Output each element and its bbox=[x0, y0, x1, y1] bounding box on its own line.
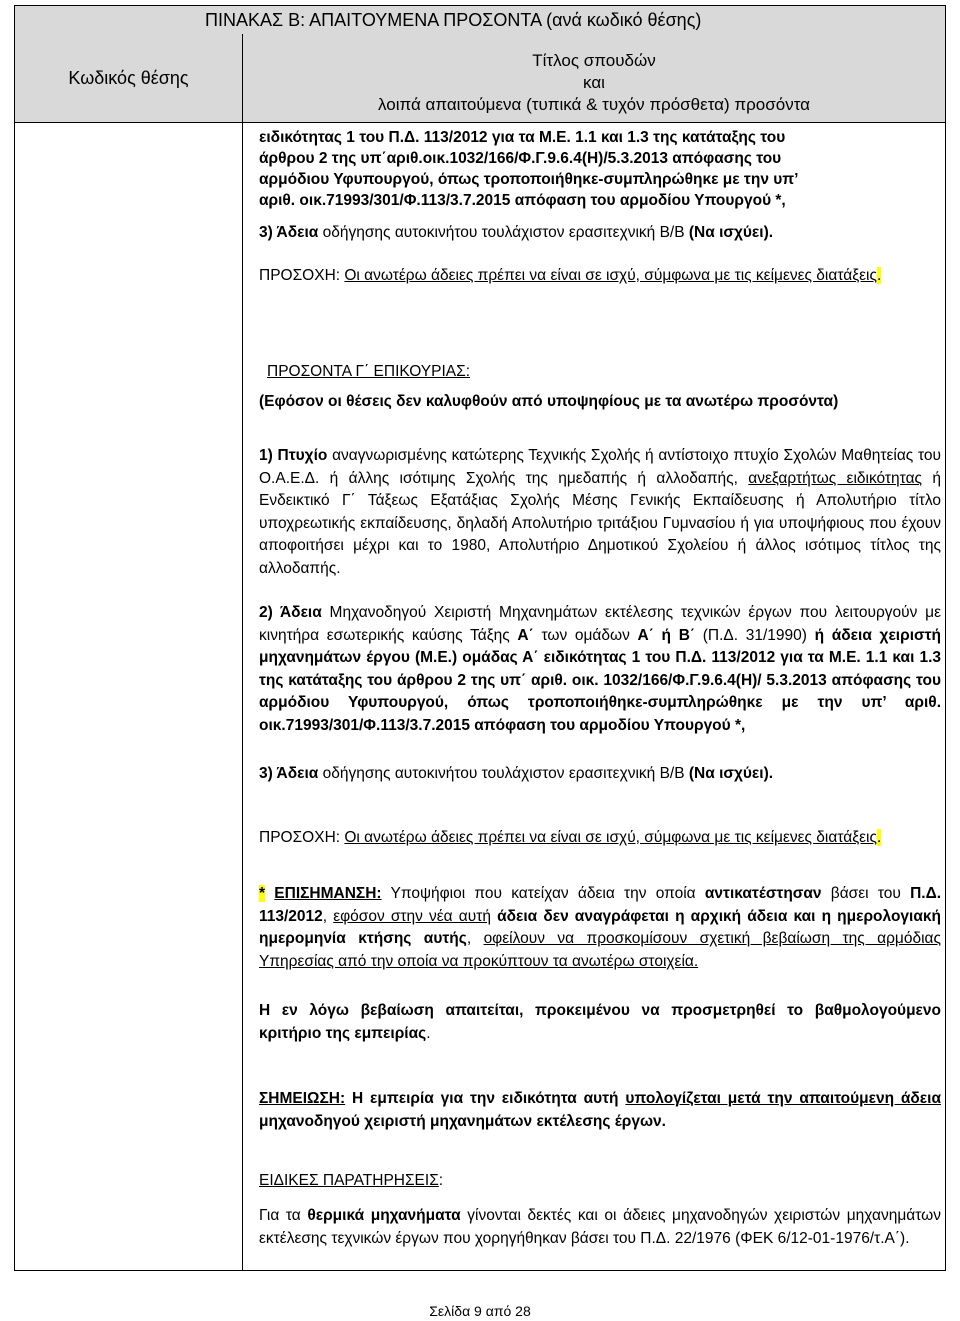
item-number: 2) Άδεια bbox=[259, 604, 322, 621]
continued-license-text bbox=[259, 127, 941, 211]
column-header-qualifications bbox=[243, 34, 945, 123]
attention-label: ΠΡΟΣΟΧΗ: bbox=[259, 829, 345, 846]
item-text: (Π.Δ. 31/1990) bbox=[695, 626, 815, 644]
column-header-line: και bbox=[583, 73, 605, 92]
item-emphasis: Α΄ ή Β΄ bbox=[637, 626, 696, 644]
text-line: άρθρου 2 της υπ΄αριθ.οικ.1032/166/Φ.Γ.9.6.4(Η)/5.3.2013 απόφασης του bbox=[259, 150, 782, 167]
section-heading-text: ΠΡΟΣΟΝΤΑ Γ΄ ΕΠΙΚΟΥΡΙΑΣ: bbox=[267, 363, 470, 380]
page-footer bbox=[0, 1303, 960, 1319]
special-remarks-heading bbox=[259, 1172, 941, 1190]
section-heading bbox=[259, 363, 941, 381]
item-emphasis: (Να ισχύει). bbox=[688, 765, 774, 782]
item-text: οδήγησης αυτοκινήτου τουλάχιστον ερασιτεχνική Β/Β bbox=[318, 224, 689, 241]
item-text: ή Ενδεικτικό Γ΄ Τάξεως Εξατάξιας Σχολής Μέσης Γενικής Εκπαίδευσης ή Απολυτήριο τίτλο υποχρεωτικής εκπαίδευσης, δηλαδή Απολυτήριο τριτάξιου Γυμνασίου ή για υποψήφιους που έχουν αποφοιτήσει μέχρι και το 1980, Απολυτήριο Δημοτικού Σχολείου ή άλλος ισότιμος τίτλος της αλλοδαπής. bbox=[259, 469, 941, 577]
attention-label: ΠΡΟΣΟΧΗ: bbox=[259, 267, 345, 284]
column-header-code bbox=[15, 34, 243, 123]
section-subheading bbox=[259, 391, 941, 413]
table-title-bar bbox=[15, 6, 945, 35]
item-number: 3) Άδεια bbox=[259, 224, 319, 241]
section-subheading-text: (Εφόσον οι θέσεις δεν καλυφθούν από υποψηφίους με τα ανωτέρω προσόντα) bbox=[259, 393, 839, 410]
text-line: αρμόδιου Υφυπουργού, όπως τροποποιήθηκε-συμπληρώθηκε με την υπ’ bbox=[259, 171, 799, 188]
notice-text: , bbox=[322, 907, 334, 925]
notice-text: Υποψήφιοι που κατείχαν άδεια την οποία bbox=[381, 885, 705, 902]
special-text: Για τα bbox=[259, 1207, 308, 1224]
special-text: γίνονται δεκτές και οι άδειες μηχανοδηγών χειριστών μηχανημάτων εκτέλεσης τεχνικών έργων που χορηγήθηκαν βάσει του Π.Δ. 22/1976 (ΦΕΚ 6/12-01-1976/τ.Α΄). bbox=[259, 1207, 941, 1247]
column-header-line: λοιπά απαιτούμενα (τυπικά & τυχόν πρόσθετα) προσόντα bbox=[378, 95, 810, 114]
page-number: Σελίδα 9 από 28 bbox=[429, 1303, 531, 1319]
item-text: των ομάδων bbox=[533, 626, 638, 644]
item-number: 1) Πτυχίο bbox=[259, 447, 328, 464]
attention-dot: . bbox=[876, 267, 882, 284]
item-text: οδήγησης αυτοκινήτου τουλάχιστον ερασιτεχνική Β/Β bbox=[318, 765, 689, 782]
column-header-code-label: Κωδικός θέσης bbox=[68, 68, 189, 88]
code-column bbox=[15, 123, 243, 1270]
item-number: 3) Άδεια bbox=[259, 765, 319, 782]
qualification-item-3 bbox=[259, 765, 941, 783]
text-line: ειδικότητας 1 του Π.Δ. 113/2012 για τα Μ.Ε. 1.1 και 1.3 της κατάταξης του bbox=[259, 129, 786, 146]
item-emphasis: (Να ισχύει). bbox=[688, 224, 774, 241]
notice-star: * bbox=[259, 885, 266, 902]
item-emphasis: ή άδεια χειριστή μηχανημάτων έργου (Μ.Ε.) ομάδας Α΄ ειδικότητας 1 του Π.Δ. 113/2012 για τα Μ.Ε. 1.1 και 1.3 της κατάταξης του άρθρου 2 της υπ΄ αριθ. οικ. 1032/166/Φ.Γ.9.6.4(Η)/ 5.3.2013 απόφασης του αρμόδιου Υφυπουργού, όπως τροποποιήθηκε-συμπληρώθηκε με την υπ’ αριθ. οικ.71993/301/Φ.113/3.7.2015 απόφαση του αρμοδίου Υπουργού *, bbox=[259, 626, 941, 734]
item-text: αναγνωρισμένης κατώτερης Τεχνικής Σχολής ή αντίστοιχο πτυχίο Σχολών Μαθητείας του Ο.Α.Ε.Δ. ή άλλης ισότιμης Σχολής της ημεδαπής ή αλλοδαπής, bbox=[259, 447, 941, 487]
item-text: Μηχανοδηγού Χειριστή Μηχανημάτων εκτέλεσης τεχνικών έργων που λειτουργούν με κινητήρα εσωτερικής καύσης Τάξης bbox=[259, 604, 941, 644]
notice-paragraph bbox=[259, 883, 941, 973]
remark-text: Η εμπειρία για την ειδικότητα αυτή bbox=[345, 1090, 626, 1107]
table-frame bbox=[14, 5, 946, 1271]
special-remarks-text bbox=[259, 1205, 941, 1250]
notice-label: ΕΠΙΣΗΜΑΝΣΗ: bbox=[274, 885, 382, 902]
text-line: αριθ. οικ.71993/301/Φ.113/3.7.2015 απόφαση του αρμοδίου Υπουργού *, bbox=[259, 192, 786, 209]
attention-dot: . bbox=[876, 829, 882, 846]
remark-text: μηχανοδηγού χειριστή μηχανημάτων εκτέλεσης έργων. bbox=[259, 1113, 666, 1130]
notice-text: , bbox=[466, 930, 484, 947]
certificate-requirement bbox=[259, 999, 941, 1045]
attention-text: Οι ανωτέρω άδειες πρέπει να είναι σε ισχύ, σύμφωνα με τις κείμενες διατάξεις bbox=[344, 829, 877, 846]
item-emphasis: Α΄ bbox=[517, 626, 534, 644]
special-remarks-colon: : bbox=[438, 1172, 444, 1189]
driving-license-item bbox=[259, 224, 941, 242]
notice-text: βάσει του bbox=[821, 885, 911, 902]
attention-note-2 bbox=[259, 827, 941, 849]
notice-emphasis: άδεια δεν αναγράφεται η αρχική άδεια και η ημερολογιακή ημερομηνία κτήσης αυτής bbox=[259, 907, 941, 947]
notice-underlined: εφόσον στην νέα αυτή bbox=[333, 907, 491, 925]
notice-emphasis: Π.Δ. 113/2012 bbox=[259, 885, 942, 925]
attention-text: Οι ανωτέρω άδειες πρέπει να είναι σε ισχύ, σύμφωνα με τις κείμενες διατάξεις bbox=[344, 267, 877, 284]
remark-label: ΣΗΜΕΙΩΣΗ: bbox=[259, 1090, 346, 1107]
notice-underlined: οφείλουν να προσκομίσουν σχετική βεβαίωση της αρμόδιας Υπηρεσίας από την οποία να προκύπτουν τα ανωτέρω στοιχεία. bbox=[259, 930, 941, 970]
column-header-line: Τίτλος σπουδών bbox=[532, 51, 656, 70]
remark-paragraph bbox=[259, 1087, 941, 1133]
item-underlined: ανεξαρτήτως ειδικότητας bbox=[748, 469, 923, 487]
qualification-item-2 bbox=[259, 602, 941, 737]
attention-note bbox=[259, 265, 941, 287]
special-remarks-label: ΕΙΔΙΚΕΣ ΠΑΡΑΤΗΡΗΣΕΙΣ bbox=[259, 1172, 439, 1189]
notice-emphasis: αντικατέστησαν bbox=[704, 885, 822, 902]
special-emphasis: θερμικά μηχανήματα bbox=[307, 1207, 461, 1224]
qualification-item-1 bbox=[259, 445, 941, 580]
certificate-dot: . bbox=[426, 1025, 431, 1042]
certificate-text: Η εν λόγω βεβαίωση απαιτείται, προκειμένου να προσμετρηθεί το βαθμολογούμενο κριτήριο της εμπειρίας bbox=[259, 1002, 941, 1042]
remark-underlined: υπολογίζεται μετά την απαιτούμενη άδεια bbox=[625, 1090, 941, 1107]
table-title: ΠΙΝΑΚΑΣ Β: ΑΠΑΙΤΟΥΜΕΝΑ ΠΡΟΣΟΝΤΑ (ανά κωδικό θέσης) bbox=[205, 10, 702, 30]
